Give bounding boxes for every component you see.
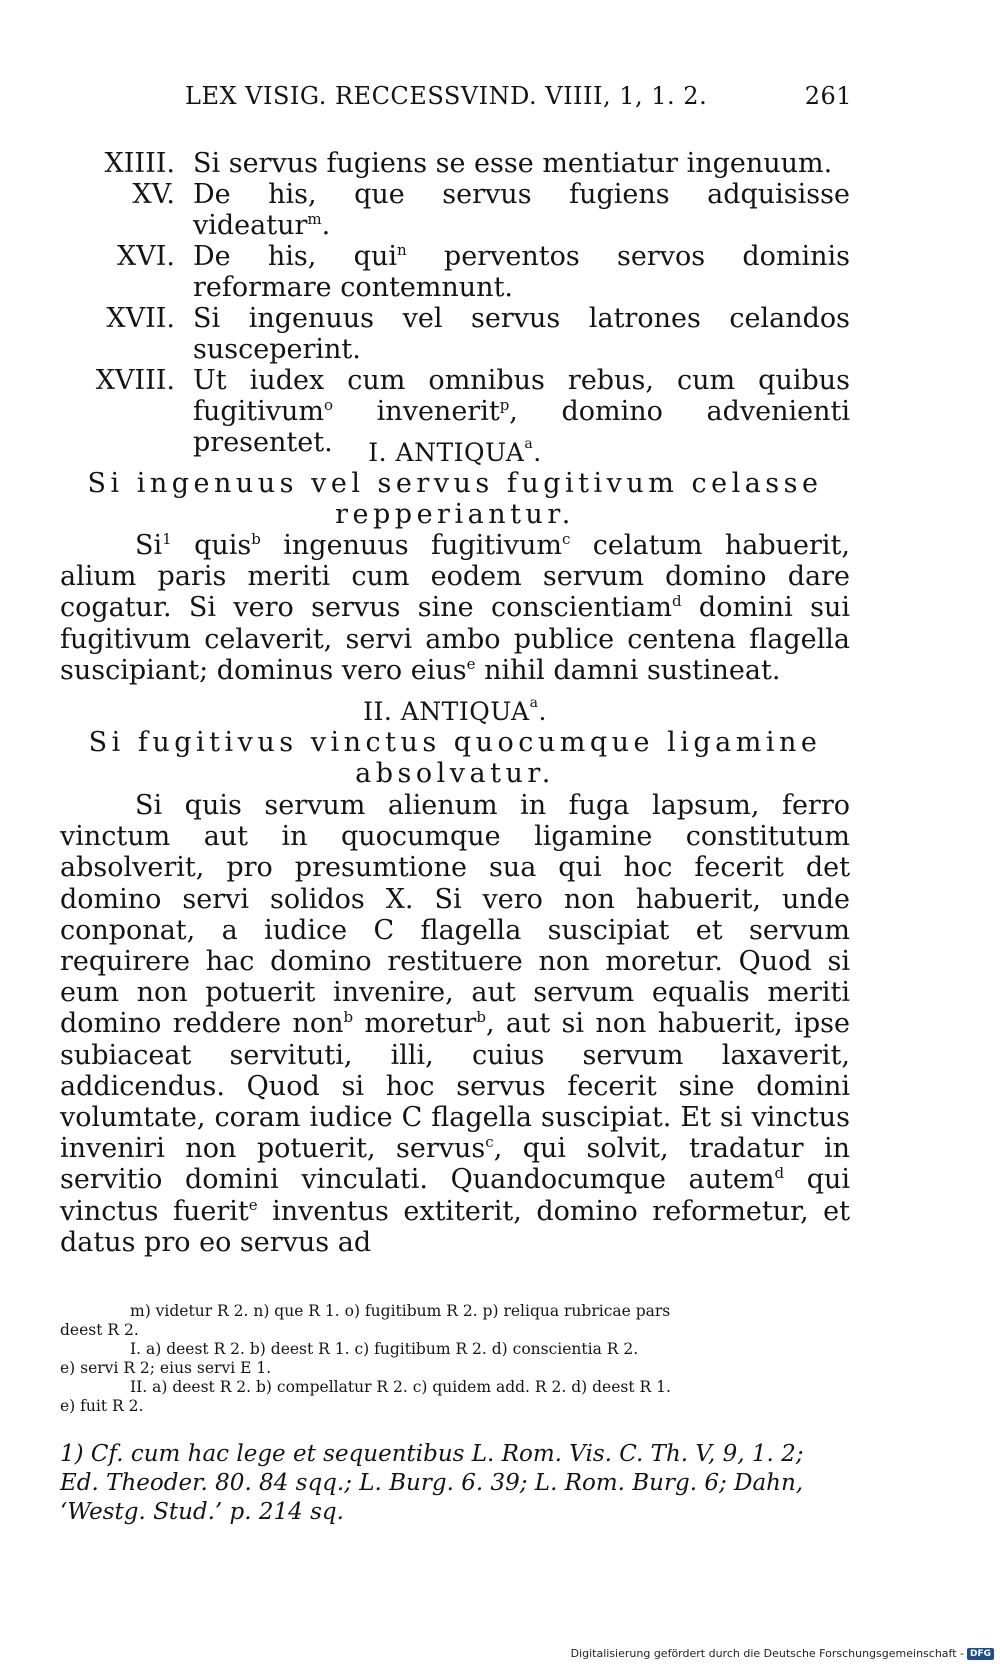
section-title: Si fugitivus vinctus quocumque ligamine absolvatur. xyxy=(88,727,822,789)
law-text: Si$^1$ quis$^b$ ingenuus fugitivum$^c$ celatum habuerit, alium paris meriti cum eodem servum domino dare cogatur. Si vero servus sine conscientiam$^d$ domini sui fugitivum celaverit, servi ambo publice centena flagella suscipiant; dominus vero eius$^e$ nihil damni sustineat. xyxy=(60,530,850,686)
dfg-logo: DFG xyxy=(967,1648,994,1660)
rubric-number: XVII. xyxy=(106,303,175,334)
page-number: 261 xyxy=(804,82,852,110)
commentary-line: 1) Cf. cum hac lege et sequentibus L. Rom. Vis. C. Th. V, 9, 1. 2; xyxy=(60,1441,804,1467)
rubric-text: Ut iudex cum omnibus rebus, cum quibus fugitivum$^o$ invenerit$^p$, domino advenienti presentet. xyxy=(193,365,850,458)
apparatus-line: deest R 2. xyxy=(60,1321,139,1339)
rubric-item xyxy=(60,303,850,365)
rubric-number: XV. xyxy=(132,179,175,210)
rubric-number: XVI. xyxy=(117,241,175,272)
footnote-marker: o xyxy=(324,396,334,414)
footnote-marker: a xyxy=(529,695,539,711)
apparatus-line: e) servi R 2; eius servi E 1. xyxy=(60,1359,272,1377)
commentary-line: Ed. Theoder. 80. 84 sqq.; L. Burg. 6. 39; L. Rom. Burg. 6; Dahn, xyxy=(60,1470,804,1496)
rubric-item xyxy=(60,179,850,241)
footnote-marker: n xyxy=(396,241,407,259)
rubric-item xyxy=(60,241,850,303)
rubric-number: XVIII. xyxy=(95,365,175,396)
rubric-list xyxy=(60,148,850,458)
law-text: Si quis servum alienum in fuga lapsum, ferro vinctum aut in quocumque ligamine constitutum absolverit, pro presumtione sua qui hoc fecerit det domino servi solidos X. Si vero non habuerit, unde conponat, a iudice C flagella suscipiat et servum requirere hac domino restituere non moretur. Quod si eum non potuerit invenire, aut servum equalis meriti domino reddere non$^b$ moretur$^b$, aut si non habuerit, ipse subiaceat servituti, illi, cuius servum laxaverit, addicendus. Quod si hoc servus fecerit sine domini volumtate, coram iudice C flagella suscipiat. Et si vinctus inveniri non potuerit, servus$^c$, qui solvit, tradatur in servitio domini vinculati. Quandocumque autem$^d$ qui vinctus fuerit$^e$ inventus extiterit, domino reformetur, et datus pro eo servus ad xyxy=(60,790,851,1258)
apparatus-line: II. a) deest R 2. b) compellatur R 2. c) quidem add. R 2. d) deest R 1. xyxy=(130,1378,671,1396)
commentary-footnote xyxy=(60,1440,855,1527)
rubric-item xyxy=(60,148,850,179)
commentary-line: ‘Westg. Stud.’ p. 214 sq. xyxy=(60,1499,344,1525)
apparatus-line: I. a) deest R 2. b) deest R 1. c) fugitibum R 2. d) conscientia R 2. xyxy=(130,1340,639,1358)
running-head xyxy=(185,82,850,110)
footnote-marker: m xyxy=(307,210,322,228)
digitization-credit xyxy=(571,1647,994,1660)
footnote-marker: a xyxy=(524,436,534,452)
critical-apparatus xyxy=(60,1302,855,1416)
rubric-text: Si servus fugiens se esse mentiatur ingenuum. xyxy=(193,148,833,179)
rubric-text: De his, que servus fugiens adquisisse videatur$^m$. xyxy=(193,179,850,241)
running-head-title: LEX VISIG. RECCESSVIND. VIIII, 1, 1. 2. xyxy=(185,82,708,110)
footnote-marker: p xyxy=(499,396,510,414)
rubric-number: XIIII. xyxy=(104,148,175,179)
apparatus-line: e) fuit R 2. xyxy=(60,1397,144,1415)
section-title: Si ingenuus vel servus fugitivum celasse repperiantur. xyxy=(87,468,823,530)
rubric-text: De his, qui$^n$ perventos servos dominis reformare contemnunt. xyxy=(193,241,851,303)
apparatus-line: m) videtur R 2. n) que R 1. o) fugitibum R 2. p) reliqua rubricae pars xyxy=(130,1302,671,1320)
credit-text: Digitalisierung gefördert durch die Deutsche Forschungsgemeinschaft - xyxy=(570,1647,964,1660)
rubric-text: Si ingenuus vel servus latrones celandos susceperint. xyxy=(193,303,850,365)
section-heading: II. ANTIQUA$^a$. xyxy=(363,695,547,726)
section-heading: I. ANTIQUA$^a$. xyxy=(368,436,542,467)
